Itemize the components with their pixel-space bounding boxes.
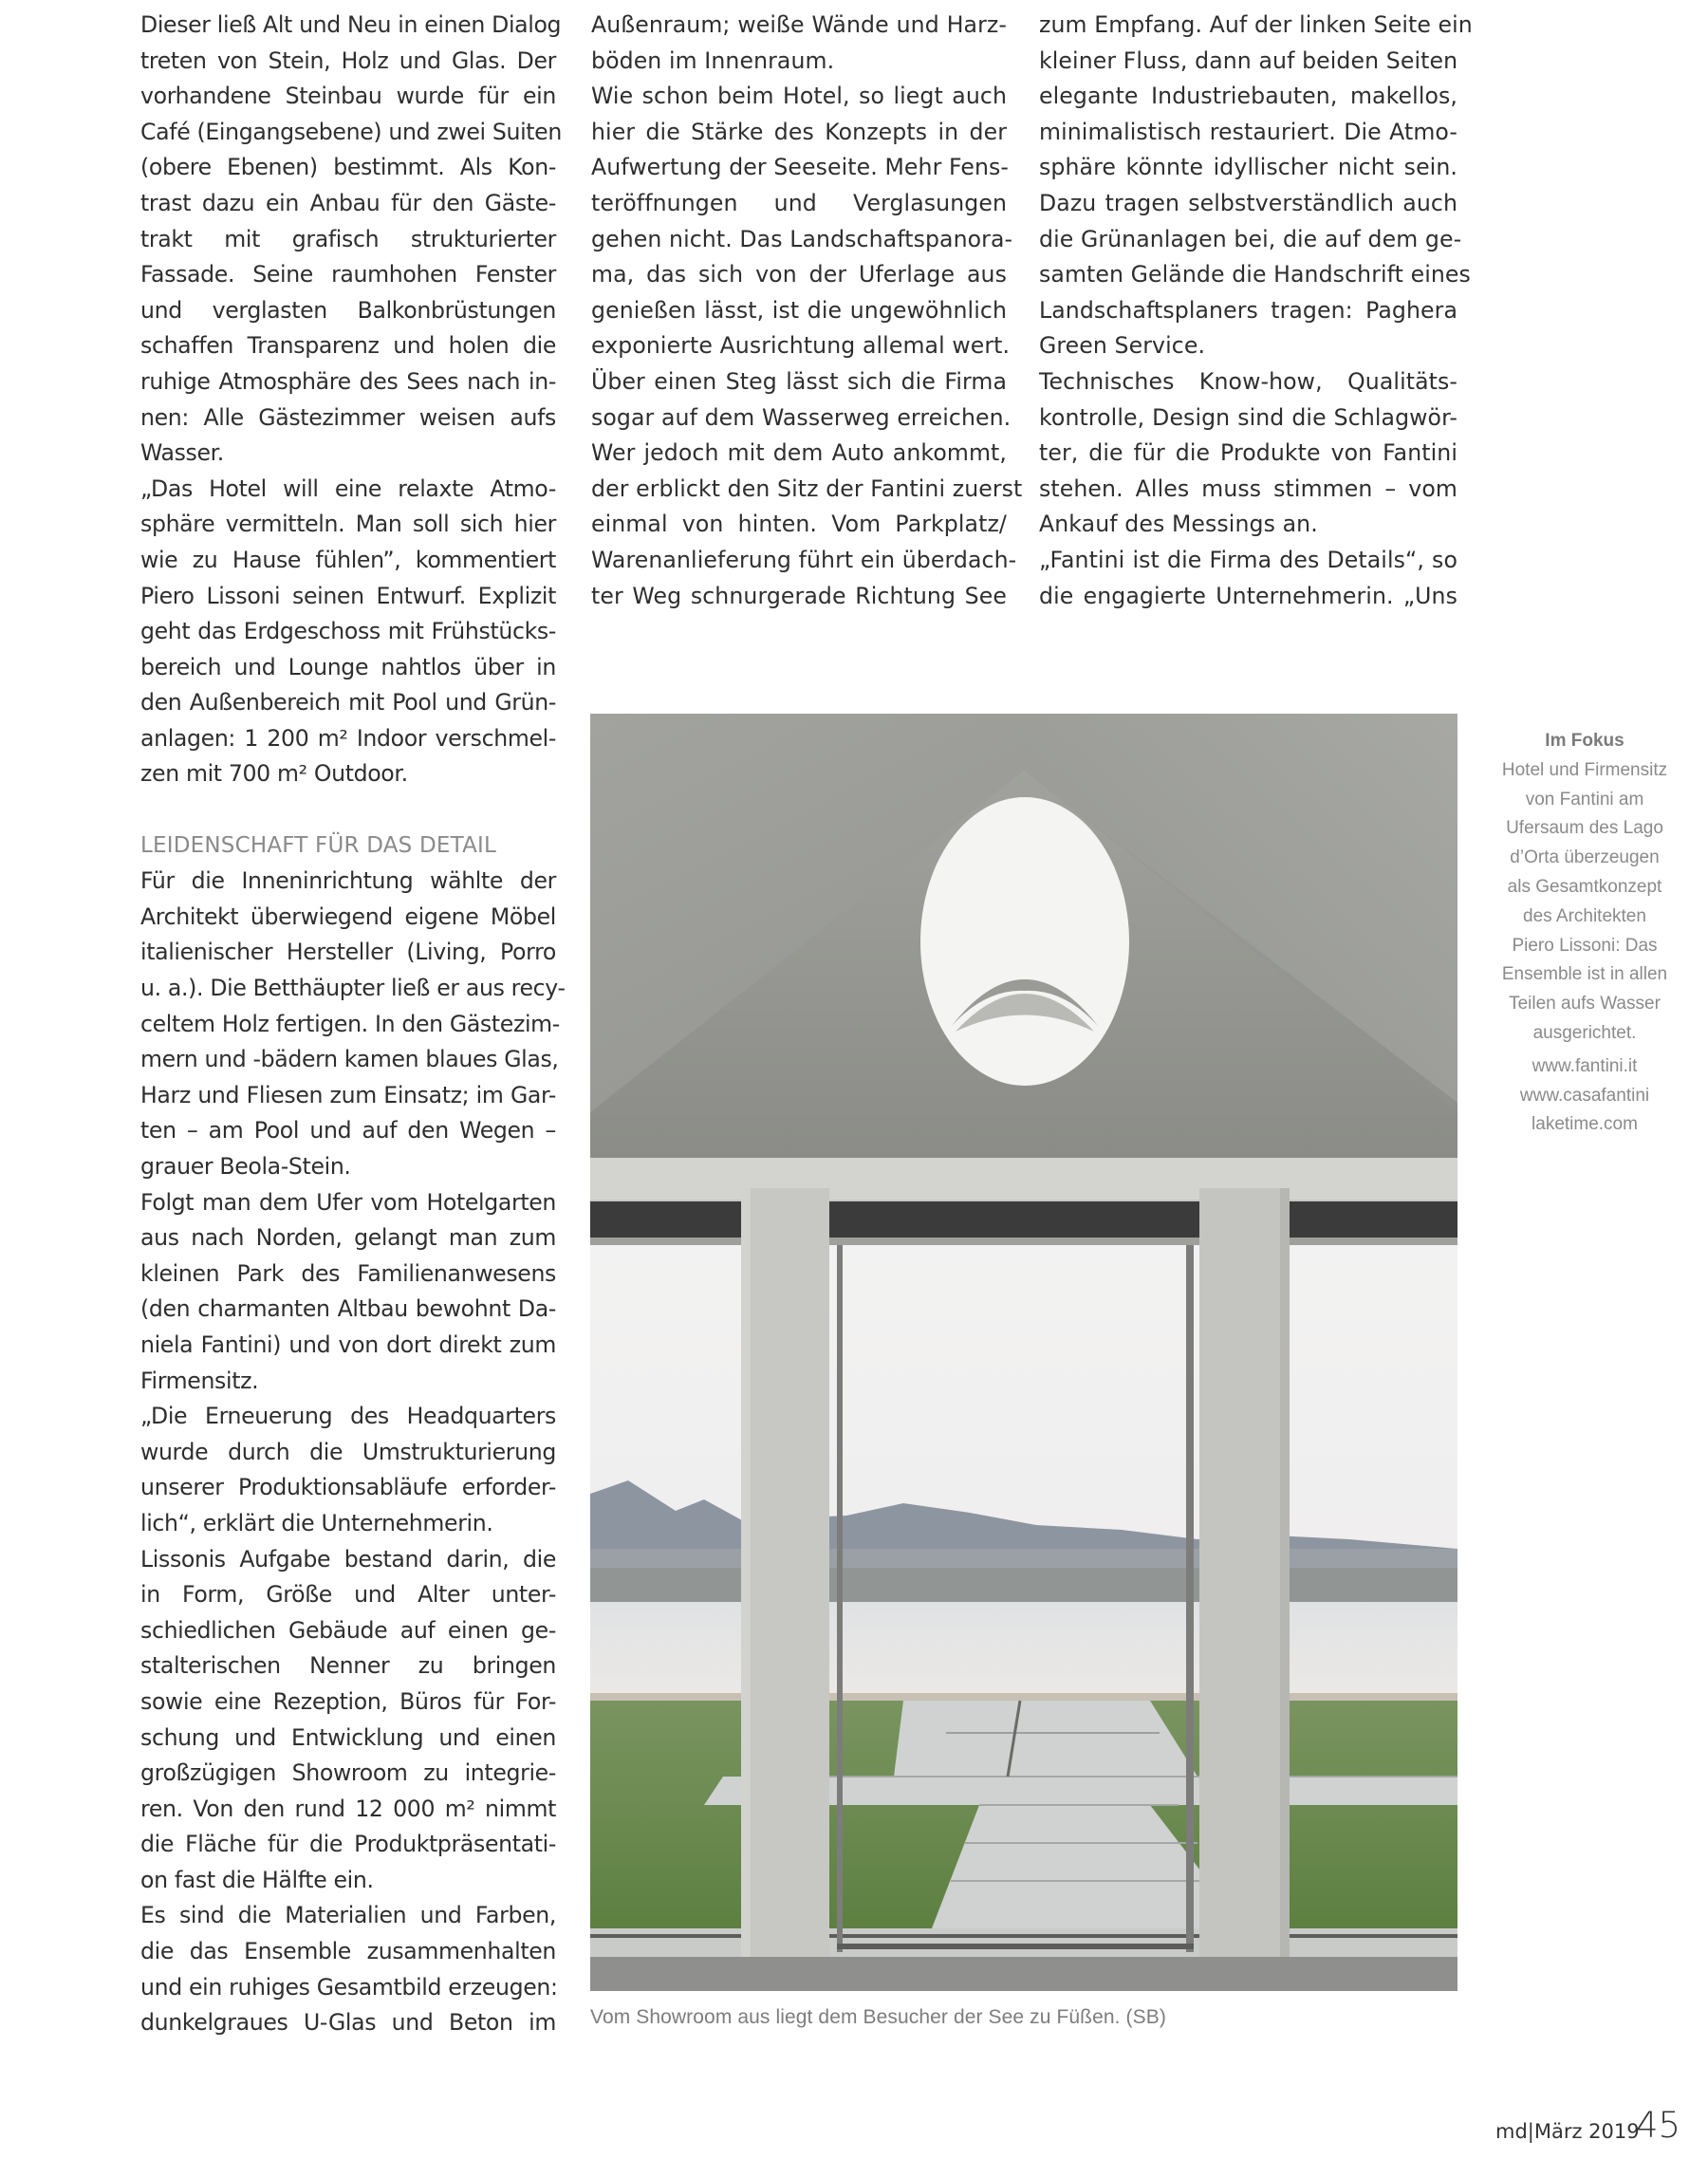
text-line: sphäre könnte idyllischer nicht sein. [1039,154,1457,181]
article-photo-showroom [590,714,1457,1991]
text-line: aus nach Norden, gelangt man zum [140,1224,556,1252]
text-line: in Form, Größe und Alter unter- [140,1581,556,1609]
article-column-middle [591,8,1023,614]
sidebar-im-fokus [1476,727,1694,1140]
text-line: Fassade. Seine raumhohen Fenster [140,261,556,288]
magazine-issue: md|März 2019 [1495,2120,1640,2143]
text-line: lich“, erklärt die Unternehmerin. [140,1509,493,1536]
text-line: Über einen Steg lässt sich die Firma [591,367,1007,395]
paragraph [140,8,562,472]
sidebar-link[interactable]: www.fantini.it [1532,1055,1638,1076]
text-line: minimalistisch restauriert. Die Atmo- [1039,118,1457,145]
text-line: (obere Ebenen) bestimmt. Als Kon- [140,154,556,181]
sidebar-line: als Gesamtkonzept [1507,876,1662,897]
text-line: nen: Alle Gästezimmer weisen aufs [140,403,556,431]
sidebar-line: Teilen aufs Wasser [1509,994,1661,1014]
text-line: der erblickt den Sitz der Fantini zuerst [591,475,1023,502]
article-column-right [1039,8,1473,614]
paragraph [140,1399,556,1541]
text-line: Firmensitz. [140,1367,259,1394]
text-line: ten – am Pool und auf den Wegen – [140,1117,556,1145]
text-line: „Fantini ist die Firma des Details“, so [1039,546,1457,573]
text-line: Café (Eingangsebene) und zwei Suiten [140,118,562,145]
text-line: treten von Stein, Holz und Glas. Der [140,47,556,74]
text-line: niela Fantini) und von dort direkt zum [140,1331,556,1358]
sidebar-line: von Fantini am [1525,789,1644,810]
article-column-left [140,8,566,2041]
text-line: schiedlichen Gebäude auf einen ge- [140,1616,556,1644]
text-line: hier die Stärke des Konzepts in der [591,118,1007,145]
text-line: trakt mit grafisch strukturierter [140,225,556,252]
text-line: „Die Erneuerung des Headquarters [140,1403,556,1430]
text-line: ruhige Atmosphäre des Sees nach in- [140,367,556,395]
text-line: die Grünanlagen bei, die auf dem ge- [1039,225,1462,252]
text-line: Warenanlieferung führt ein überdach- [591,546,1017,573]
text-line: stalterischen Nenner zu bringen [140,1652,556,1680]
text-line: (den charmanten Altbau bewohnt Da- [140,1295,556,1323]
text-line: und ein ruhiges Gesamtbild erzeugen: [140,1973,558,2001]
text-line: teröffnungen und Verglasungen [591,189,1007,216]
sidebar-text [1476,756,1694,1049]
sidebar-line: Piero Lissoni: Das [1512,935,1658,956]
paragraph [140,1185,556,1400]
text-line: grauer Beola-Stein. [140,1153,351,1180]
text-line: genießen lässt, ist die ungewöhnlich [591,296,1007,324]
paragraph [140,1542,556,1899]
text-line: elegante Industriebauten, makellos, [1039,83,1457,110]
text-line: bereich und Lounge nahtlos über in [140,653,556,680]
text-line: anlagen: 1 200 m² Indoor verschmel- [140,724,556,752]
text-line: Dieser ließ Alt und Neu in einen Dialog [140,11,562,38]
paragraph [140,864,566,1184]
text-line: die Fläche für die Produktpräsentati- [140,1831,556,1858]
text-line: „Das Hotel will eine relaxte Atmo- [140,475,556,502]
text-line: Wie schon beim Hotel, so liegt auch [591,83,1007,110]
text-line: einmal von hinten. Vom Parkplatz/ [591,511,1007,538]
text-line: kontrolle, Design sind die Schlagwör- [1039,403,1457,431]
text-line: Landschaftsplaners tragen: Paghera [1039,296,1457,324]
sidebar-link[interactable]: www.casafantini [1519,1085,1650,1106]
text-line: gehen nicht. Das Landschaftspanora- [591,225,1013,252]
section-heading: LEIDENSCHAFT FÜR DAS DETAIL [140,832,496,858]
page-number: 45 [1636,2105,1681,2146]
text-line: Wasser. [140,439,224,467]
sidebar-line: ausgerichtet. [1532,1022,1637,1043]
text-line: schung und Entwicklung und einen [140,1723,556,1751]
text-line: Lissonis Aufgabe bestand darin, die [140,1545,556,1573]
text-line: Harz und Fliesen zum Einsatz; im Gar- [140,1081,556,1108]
text-line: Folgt man dem Ufer vom Hotelgarten [140,1188,556,1216]
text-line: ter, die für die Produkte von Fantini [1039,439,1457,467]
text-line: böden im Innenraum. [591,47,835,74]
text-line: Außenraum; weiße Wände und Harz- [591,11,1007,38]
text-line: zen mit 700 m² Outdoor. [140,760,408,788]
paragraph [591,79,1013,436]
sidebar-link[interactable]: laketime.com [1532,1114,1638,1135]
text-line: sowie eine Rezeption, Büros für For- [140,1687,556,1715]
paragraph [1039,543,1457,614]
text-line: ter Weg schnurgerade Richtung See [591,582,1007,609]
text-line: kleinen Park des Familienanwesens [140,1259,556,1287]
text-line: und verglasten Balkonbrüstungen [140,296,556,324]
text-line: Für die Inneninrichtung wählte der [140,867,556,895]
text-line: samten Gelände die Handschrift eines [1039,261,1471,288]
text-line: Technisches Know-how, Qualitäts- [1039,367,1457,395]
text-line: trast dazu ein Anbau für den Gäste- [140,189,556,216]
sidebar-title: Im Fokus [1545,731,1624,751]
text-line: sphäre vermitteln. Man soll sich hier [140,511,556,538]
text-line: geht das Erdgeschoss mit Frühstücks- [140,618,556,645]
text-line: Architekt überwiegend eigene Möbel [140,903,556,930]
paragraph [140,472,556,792]
text-line: Aufwertung der Seeseite. Mehr Fens- [591,154,1010,181]
text-line: dunkelgraues U-Glas und Beton im [140,2009,556,2037]
text-line: exponierte Ausrichtung allemal wert. [591,332,1011,360]
paragraph [591,8,1007,79]
text-line: kleiner Fluss, dann auf beiden Seiten [1039,47,1458,74]
text-line: Piero Lissoni seinen Entwurf. Explizit [140,582,556,609]
text-line: Es sind die Materialien und Farben, [140,1902,556,1929]
text-line: ma, das sich von der Uferlage aus [591,261,1007,288]
text-line: die das Ensemble zusammenhalten [140,1938,556,1965]
text-line: zum Empfang. Auf der linken Seite ein [1039,11,1473,38]
sidebar-line: des Architekten [1523,905,1646,926]
text-line: wurde durch die Umstrukturierung [140,1438,556,1465]
paragraph [591,436,1023,614]
text-line: on fast die Hälfte ein. [140,1866,374,1893]
text-line: mern und -bädern kamen blaues Glas, [140,1046,559,1073]
text-line: ren. Von den rund 12 000 m² nimmt [140,1795,556,1822]
sidebar-line: Ufersaum des Lago [1506,818,1663,839]
text-line: die engagierte Unternehmerin. „Uns [1039,582,1457,609]
text-line: Dazu tragen selbstverständlich auch [1039,189,1457,216]
text-line: sogar auf dem Wasserweg erreichen. [591,403,1012,431]
text-line: den Außenbereich mit Pool und Grün- [140,689,556,717]
sidebar-links [1476,1052,1694,1140]
text-line: wie zu Hause fühlen”, kommentiert [140,546,556,573]
text-line: unserer Produktionsabläufe erforder- [140,1474,556,1501]
text-line: Ankauf des Messings an. [1039,511,1318,538]
text-line: stehen. Alles muss stimmen – vom [1039,475,1457,502]
text-line: Green Service. [1039,332,1206,360]
text-line: italienischer Hersteller (Living, Porro [140,939,556,966]
photo-caption: Vom Showroom aus liegt dem Besucher der See zu Füßen. (SB) [590,2006,1166,2028]
sidebar-line: Ensemble ist in allen [1501,964,1668,985]
paragraph [140,1898,556,2040]
text-line: Wer jedoch mit dem Auto ankommt, [591,439,1007,467]
text-line: celtem Holz fertigen. In den Gästezim- [140,1010,560,1037]
paragraph [1039,8,1473,364]
paragraph [1039,364,1457,543]
text-line: großzügigen Showroom zu integrie- [140,1759,556,1787]
sidebar-line: Hotel und Firmensitz [1501,759,1668,780]
text-line: schaffen Transparenz und holen die [140,332,556,360]
showroom-lake-view-image [590,714,1457,1991]
text-line: u. a.). Die Betthäupter ließ er aus recy- [140,975,566,1002]
paragraph-spacer [140,792,556,828]
text-line: vorhandene Steinbau wurde für ein [140,83,556,110]
sidebar-line: d’Orta überzeugen [1510,847,1660,868]
